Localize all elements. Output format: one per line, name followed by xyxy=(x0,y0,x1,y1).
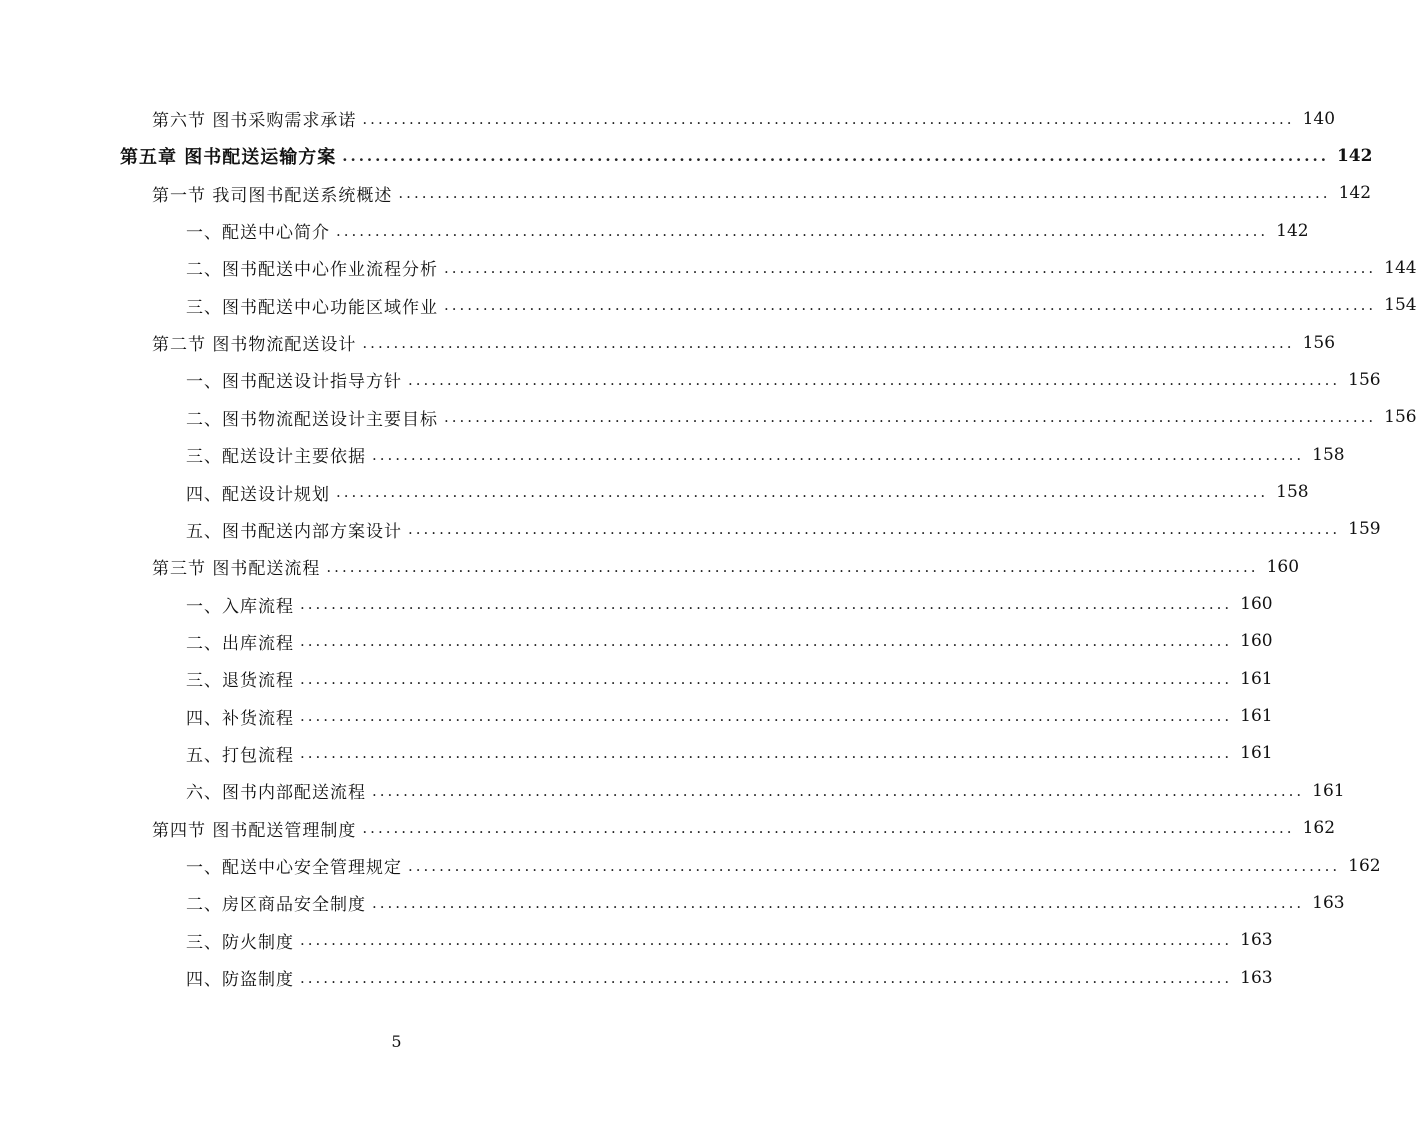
toc-entry-title: 三、退货流程 xyxy=(186,671,294,692)
toc-entry-title: 六、图书内部配送流程 xyxy=(186,783,366,804)
toc-subsection-entry[interactable] xyxy=(186,474,1309,511)
toc-subsection-entry[interactable] xyxy=(186,735,1273,772)
toc-section-entry[interactable] xyxy=(152,548,1300,585)
toc-subsection-entry[interactable] xyxy=(186,660,1273,697)
toc-leader-dots: ........................................................................................................................ xyxy=(300,968,1233,987)
toc-entry-title: 二、房区商品安全制度 xyxy=(186,895,366,916)
toc-entry-title: 一、配送中心简介 xyxy=(186,223,330,244)
toc-leader-dots: ........................................................................................................................ xyxy=(300,744,1233,763)
toc-leader-dots: ........................................................................................................................ xyxy=(444,408,1377,427)
toc-subsection-entry[interactable] xyxy=(186,772,1345,809)
toc-entry-title: 二、图书配送中心作业流程分析 xyxy=(186,260,438,281)
toc-entry-title: 四、补货流程 xyxy=(186,708,294,729)
toc-entry-title: 四、配送设计规划 xyxy=(186,484,330,505)
toc-leader-dots: ........................................................................................................................ xyxy=(300,632,1233,651)
toc-subsection-entry[interactable] xyxy=(186,884,1345,921)
toc-subsection-entry[interactable] xyxy=(186,361,1381,398)
toc-subsection-entry[interactable] xyxy=(186,511,1381,548)
toc-entry-page: 159 xyxy=(1348,519,1381,540)
toc-entry-page: 160 xyxy=(1240,594,1273,615)
toc-section-entry[interactable] xyxy=(152,810,1336,847)
toc-entry-page: 163 xyxy=(1240,967,1273,988)
toc-section-entry[interactable] xyxy=(152,100,1336,137)
toc-subsection-entry[interactable] xyxy=(186,212,1309,249)
toc-leader-dots: ........................................................................................................................ xyxy=(342,146,1329,165)
toc-leader-dots: ........................................................................................................................ xyxy=(362,333,1295,352)
toc-entry-title: 第六节 图书采购需求承诺 xyxy=(152,111,357,131)
toc-subsection-entry[interactable] xyxy=(186,586,1273,623)
toc-leader-dots: ........................................................................................................................ xyxy=(372,445,1305,464)
toc-leader-dots: ........................................................................................................................ xyxy=(300,707,1233,726)
toc-entry-title: 四、防盗制度 xyxy=(186,970,294,991)
toc-entry-title: 五、打包流程 xyxy=(186,745,294,766)
toc-entry-page: 156 xyxy=(1384,407,1417,428)
toc-leader-dots: ........................................................................................................................ xyxy=(362,109,1295,128)
toc-leader-dots: ........................................................................................................................ xyxy=(362,819,1295,838)
toc-leader-dots: ........................................................................................................................ xyxy=(408,370,1341,389)
toc-entry-page: 142 xyxy=(1276,220,1309,241)
toc-entry-page: 161 xyxy=(1240,668,1273,689)
toc-leader-dots: ........................................................................................................................ xyxy=(326,557,1259,576)
toc-leader-dots: ........................................................................................................................ xyxy=(300,669,1233,688)
toc-entry-title: 第四节 图书配送管理制度 xyxy=(152,820,357,841)
toc-entry-page: 160 xyxy=(1240,631,1273,652)
toc-leader-dots: ........................................................................................................................ xyxy=(300,931,1233,950)
toc-leader-dots: ........................................................................................................................ xyxy=(408,520,1341,539)
toc-leader-dots: ........................................................................................................................ xyxy=(336,483,1269,501)
toc-subsection-entry[interactable] xyxy=(186,623,1273,660)
toc-entry-title: 第三节 图书配送流程 xyxy=(152,559,321,580)
toc-entry-page: 142 xyxy=(1336,145,1373,166)
toc-entry-title: 第二节 图书物流配送设计 xyxy=(152,335,357,356)
toc-entry-title: 二、图书物流配送设计主要目标 xyxy=(186,409,438,430)
toc-subsection-entry[interactable] xyxy=(186,959,1273,996)
toc-subsection-entry[interactable] xyxy=(186,249,1417,286)
toc-subsection-entry[interactable] xyxy=(186,847,1381,884)
toc-entry-title: 五、图书配送内部方案设计 xyxy=(186,521,402,542)
toc-entry-page: 140 xyxy=(1302,108,1336,129)
toc-entry-page: 142 xyxy=(1338,183,1372,204)
toc-entry-title: 三、图书配送中心功能区域作业 xyxy=(186,297,438,318)
toc-entry-page: 144 xyxy=(1384,257,1417,278)
toc-entry-page: 161 xyxy=(1312,780,1345,801)
toc-entry-page: 158 xyxy=(1312,444,1345,465)
toc-entry-title: 第一节 我司图书配送系统概述 xyxy=(152,185,393,206)
toc-leader-dots: ........................................................................................................................ xyxy=(444,296,1377,315)
toc-subsection-entry[interactable] xyxy=(186,436,1345,473)
toc-subsection-entry[interactable] xyxy=(186,399,1417,436)
toc-leader-dots: ........................................................................................................................ xyxy=(444,258,1377,277)
toc-section-entry[interactable] xyxy=(152,175,1372,212)
toc-leader-dots: ........................................................................................................................ xyxy=(372,781,1305,800)
toc-chapter-entry[interactable] xyxy=(120,137,1373,174)
toc-subsection-entry[interactable] xyxy=(186,287,1417,324)
toc-entry-page: 161 xyxy=(1240,743,1273,764)
toc-entry-title: 三、防火制度 xyxy=(186,932,294,953)
toc-entry-title: 一、图书配送设计指导方针 xyxy=(186,372,402,393)
toc-entry-page: 156 xyxy=(1302,332,1336,353)
toc-leader-dots: ........................................................................................................................ xyxy=(408,856,1341,875)
toc-entry-page: 154 xyxy=(1384,295,1417,316)
toc-entry-page: 160 xyxy=(1266,556,1300,577)
toc-entry-page: 158 xyxy=(1276,482,1309,502)
toc-entry-page: 162 xyxy=(1302,818,1336,839)
toc-entry-title: 一、入库流程 xyxy=(186,596,294,617)
toc-entry-page: 162 xyxy=(1348,855,1381,876)
page-number: 5 xyxy=(391,1032,402,1051)
toc-entry-page: 156 xyxy=(1348,369,1381,390)
toc-entry-page: 161 xyxy=(1240,706,1273,727)
toc-leader-dots: ........................................................................................................................ xyxy=(300,595,1233,614)
toc-leader-dots: ........................................................................................................................ xyxy=(398,184,1331,203)
toc-leader-dots: ........................................................................................................................ xyxy=(372,893,1305,912)
toc-subsection-entry[interactable] xyxy=(186,922,1273,959)
toc-entry-page: 163 xyxy=(1240,930,1273,951)
toc-leader-dots: ........................................................................................................................ xyxy=(336,221,1269,240)
toc-entry-page: 163 xyxy=(1312,892,1345,913)
toc-entry-title: 第五章 图书配送运输方案 xyxy=(120,146,337,168)
toc-entry-title: 三、配送设计主要依据 xyxy=(186,447,366,468)
toc-entry-title: 一、配送中心安全管理规定 xyxy=(186,858,402,878)
toc-subsection-entry[interactable] xyxy=(186,698,1273,735)
toc-section-entry[interactable] xyxy=(152,324,1336,361)
toc-entry-title: 二、出库流程 xyxy=(186,633,294,654)
